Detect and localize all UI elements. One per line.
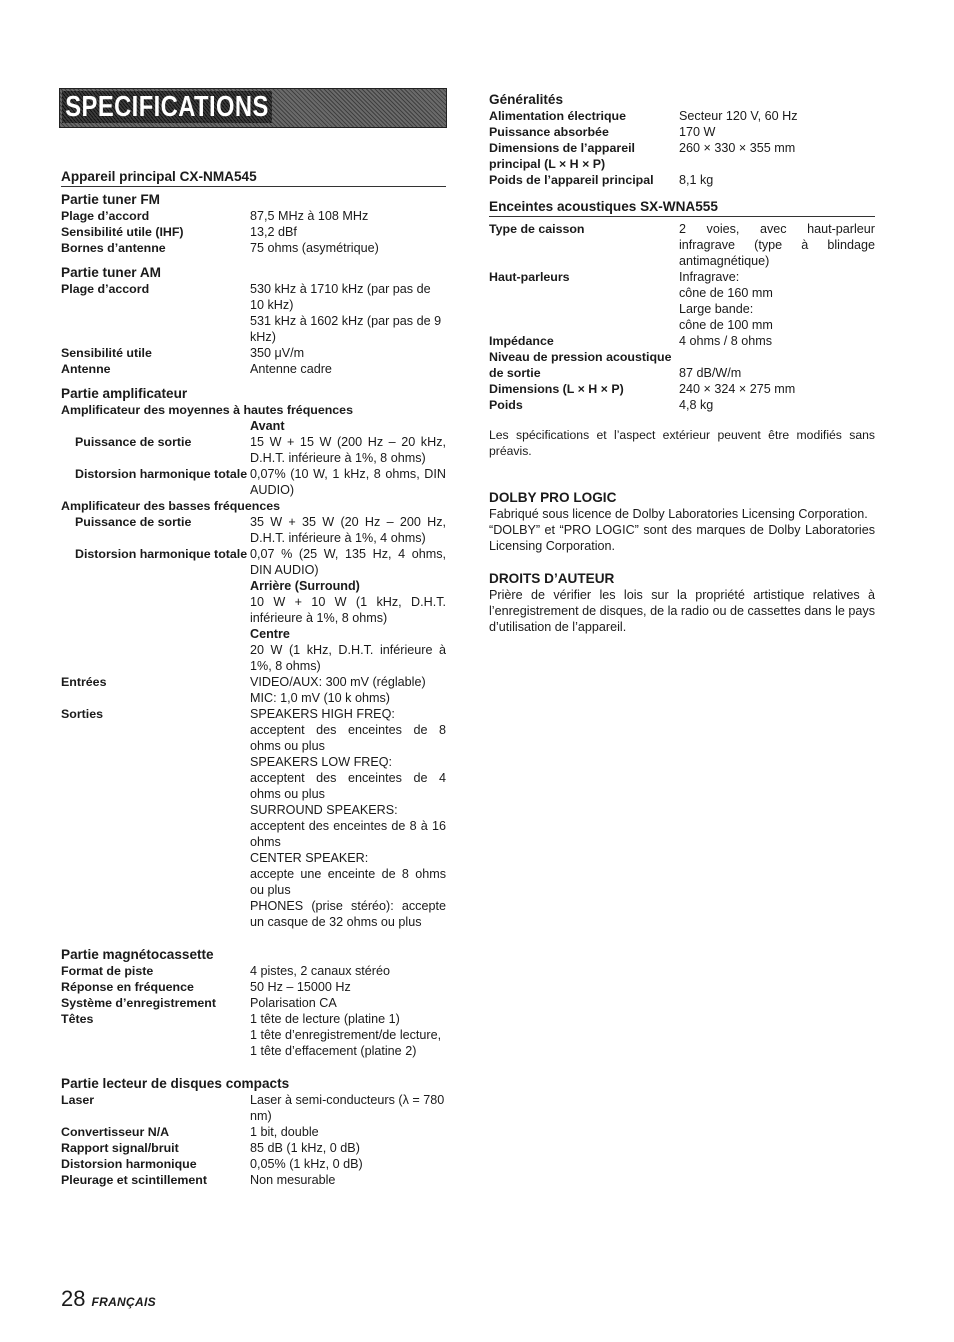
spec-row bbox=[489, 397, 875, 413]
spec-row bbox=[61, 434, 446, 466]
tape-spec-list bbox=[61, 963, 446, 1059]
spec-label: Sensibilité utile bbox=[61, 346, 152, 360]
spec-value: 0,07% (10 W, 1 kHz, 8 ohms, DIN AUDIO) bbox=[250, 467, 446, 497]
fm-tuner-title: Partie tuner FM bbox=[61, 192, 160, 207]
dolby-paragraph: “DOLBY” et “PRO LOGIC” sont des marques de Dolby Laboratories Licensing Corporation. bbox=[489, 523, 875, 553]
spec-value: CENTER SPEAKER: bbox=[250, 851, 369, 865]
spec-label: Plage d’accord bbox=[61, 282, 150, 296]
spec-value: 85 dB (1 kHz, 0 dB) bbox=[250, 1141, 360, 1155]
spec-value: Antenne cadre bbox=[250, 362, 332, 376]
spec-value: accepte une enceinte de 8 ohms ou plus bbox=[250, 867, 446, 897]
spec-row bbox=[489, 349, 875, 381]
spec-row bbox=[61, 1124, 446, 1140]
spec-label: Laser bbox=[61, 1093, 95, 1107]
spec-row bbox=[61, 224, 446, 240]
spec-row bbox=[61, 240, 446, 256]
spec-label: Convertisseur N/A bbox=[61, 1125, 170, 1139]
spec-value: acceptent des enceintes de 4 ohms ou plus bbox=[250, 771, 446, 801]
spec-label: Puissance de sortie bbox=[75, 435, 192, 449]
spec-value: 1 tête de lecture (platine 1) bbox=[250, 1012, 400, 1026]
spec-value: 240 × 324 × 275 mm bbox=[679, 382, 796, 396]
spec-label: Dimensions (L × H × P) bbox=[489, 382, 624, 396]
spec-row bbox=[61, 418, 446, 434]
spec-value: 15 W + 15 W (200 Hz – 20 kHz, D.H.T. inférieure à 1%, 8 ohms) bbox=[250, 435, 446, 465]
spec-row bbox=[61, 1172, 446, 1188]
general-spec-list bbox=[489, 108, 875, 188]
tape-deck-title: Partie magnétocassette bbox=[61, 947, 214, 962]
spec-label: Poids bbox=[489, 398, 523, 412]
copyright-title: DROITS D’AUTEUR bbox=[489, 571, 615, 586]
spec-row bbox=[61, 345, 446, 361]
spec-value: SPEAKERS HIGH FREQ: bbox=[250, 707, 395, 721]
spec-label: Réponse en fréquence bbox=[61, 980, 194, 994]
spec-label: Plage d’accord bbox=[61, 209, 150, 223]
spec-row bbox=[61, 546, 446, 578]
spec-value: 1 tête d’enregistrement/de lecture, bbox=[250, 1028, 442, 1042]
spec-value: cône de 160 mm bbox=[679, 286, 773, 300]
spec-row bbox=[61, 1156, 446, 1172]
spec-row bbox=[61, 578, 446, 674]
spec-value bbox=[679, 349, 875, 365]
spec-value: VIDEO/AUX: 300 mV (réglable) bbox=[250, 675, 426, 689]
spec-row bbox=[61, 1011, 446, 1059]
spec-row bbox=[489, 172, 875, 188]
spec-label: Format de piste bbox=[61, 964, 154, 978]
spec-row bbox=[61, 963, 446, 979]
spec-value: 2 voies, avec haut-parleur infragrave (type à blindage antimagnétique) bbox=[679, 222, 875, 268]
main-unit-title: Appareil principal CX-NMA545 bbox=[61, 168, 446, 187]
spec-value: Laser à semi-conducteurs (λ = 780 nm) bbox=[250, 1093, 445, 1123]
spec-value: Polarisation CA bbox=[250, 996, 337, 1010]
dolby-title: DOLBY PRO LOGIC bbox=[489, 490, 617, 505]
spec-row bbox=[61, 1140, 446, 1156]
spec-value: 4 ohms / 8 ohms bbox=[679, 334, 773, 348]
spec-label: Système d’enregistrement bbox=[61, 996, 216, 1010]
spec-value: acceptent des enceintes de 8 ohms ou plus bbox=[250, 723, 446, 753]
dolby-paragraph: Fabriqué sous licence de Dolby Laboratories Licensing Corporation. bbox=[489, 507, 868, 521]
spec-label: Impédance bbox=[489, 334, 554, 348]
spec-value: 1 tête d’effacement (platine 2) bbox=[250, 1044, 417, 1058]
spec-value: 87,5 MHz à 108 MHz bbox=[250, 209, 369, 223]
spec-label: Distorsion harmonique totale bbox=[75, 547, 248, 561]
center-value: 20 W (1 kHz, D.H.T. inférieure à 1%, 8 ohms) bbox=[250, 643, 446, 673]
spec-value: 0,07 % (25 W, 135 Hz, 4 ohms, DIN AUDIO) bbox=[250, 547, 446, 577]
amplifier-title: Partie amplificateur bbox=[61, 386, 188, 401]
spec-label: Type de caisson bbox=[489, 222, 585, 236]
spec-row bbox=[489, 333, 875, 349]
spec-label: Pleurage et scintillement bbox=[61, 1173, 207, 1187]
right-column bbox=[489, 0, 875, 635]
spec-value: cône de 100 mm bbox=[679, 318, 773, 332]
spec-row bbox=[489, 221, 875, 269]
spec-value: Infragrave: bbox=[679, 270, 740, 284]
spec-label: Niveau de pression acoustique de sortie bbox=[489, 350, 672, 380]
cd-spec-list bbox=[61, 1092, 446, 1188]
spec-row bbox=[61, 514, 446, 546]
specs-note: Les spécifications et l’aspect extérieur peuvent être modifiés sans préavis. bbox=[489, 428, 875, 458]
spec-label: Sorties bbox=[61, 707, 104, 721]
mid-high-amp-title: Amplificateur des moyennes à hautes fréquences bbox=[61, 403, 353, 417]
spec-label: Puissance de sortie bbox=[75, 515, 192, 529]
spec-value: Secteur 120 V, 60 Hz bbox=[679, 109, 798, 123]
spec-value: 50 Hz – 15000 Hz bbox=[250, 980, 351, 994]
speakers-spec-list bbox=[489, 221, 875, 413]
spec-row bbox=[61, 979, 446, 995]
spec-row bbox=[61, 208, 446, 224]
spec-value: 87 dB/W/m bbox=[679, 366, 742, 380]
fm-spec-list bbox=[61, 208, 446, 256]
am-spec-list bbox=[61, 281, 446, 377]
spec-row bbox=[489, 269, 875, 333]
page-footer bbox=[61, 1286, 156, 1312]
center-header: Centre bbox=[250, 627, 290, 641]
spec-value: 0,05% (1 kHz, 0 dB) bbox=[250, 1157, 363, 1171]
spec-value: 13,2 dBf bbox=[250, 225, 297, 239]
spec-row bbox=[61, 674, 446, 706]
spec-value: 260 × 330 × 355 mm bbox=[679, 141, 796, 155]
spec-label: Dimensions de l’appareil principal (L × H × P) bbox=[489, 141, 635, 171]
spec-row bbox=[489, 140, 875, 172]
banner-title: SPECIFICATIONS bbox=[62, 91, 272, 123]
spec-label: Distorsion harmonique totale bbox=[75, 467, 248, 481]
spec-label: Distorsion harmonique bbox=[61, 1157, 197, 1171]
left-column bbox=[61, 0, 446, 1188]
spec-row bbox=[489, 124, 875, 140]
spec-value: 531 kHz à 1602 kHz (par pas de 9 kHz) bbox=[250, 314, 442, 344]
spec-label: Antenne bbox=[61, 362, 111, 376]
spec-row bbox=[61, 995, 446, 1011]
spec-label: Alimentation électrique bbox=[489, 109, 627, 123]
speakers-title: Enceintes acoustiques SX-WNA555 bbox=[489, 198, 875, 217]
spec-row bbox=[489, 381, 875, 397]
spec-row bbox=[61, 1092, 446, 1124]
spec-label: Poids de l’appareil principal bbox=[489, 173, 654, 187]
spec-value: Large bande: bbox=[679, 302, 754, 316]
spec-row bbox=[61, 361, 446, 377]
rear-value: 10 W + 10 W (1 kHz, D.H.T. inférieure à 1%, 8 ohms) bbox=[250, 595, 446, 625]
spec-label: Entrées bbox=[61, 675, 107, 689]
spec-value: PHONES (prise stéréo): accepte un casque de 32 ohms ou plus bbox=[250, 899, 446, 929]
spec-value: 1 bit, double bbox=[250, 1125, 319, 1139]
spec-row bbox=[61, 466, 446, 498]
low-amp-title: Amplificateur des basses fréquences bbox=[61, 499, 280, 513]
spec-value: 4 pistes, 2 canaux stéréo bbox=[250, 964, 391, 978]
spec-value: 350 μV/m bbox=[250, 346, 305, 360]
spec-value: SURROUND SPEAKERS: bbox=[250, 803, 398, 817]
spec-value: 170 W bbox=[679, 125, 716, 139]
spec-value: 4,8 kg bbox=[679, 398, 714, 412]
spec-label: Têtes bbox=[61, 1012, 94, 1026]
general-title: Généralités bbox=[489, 92, 564, 107]
spec-row bbox=[61, 706, 446, 930]
front-header: Avant bbox=[250, 419, 285, 433]
spec-row bbox=[61, 281, 446, 345]
spec-row bbox=[489, 108, 875, 124]
spec-value: SPEAKERS LOW FREQ: bbox=[250, 755, 393, 769]
copyright-paragraph: Prière de vérifier les lois sur la propriété artistique relatives à l’enregistrement de disques, de la radio ou de cassettes dans le pays d’utilisation de l’appareil. bbox=[489, 588, 875, 634]
spec-label: Bornes d’antenne bbox=[61, 241, 166, 255]
rear-header: Arrière (Surround) bbox=[250, 579, 360, 593]
am-tuner-title: Partie tuner AM bbox=[61, 265, 161, 280]
spec-value: 530 kHz à 1710 kHz (par pas de 10 kHz) bbox=[250, 282, 431, 312]
spec-value: Non mesurable bbox=[250, 1173, 336, 1187]
spec-value: 35 W + 35 W (20 Hz – 200 Hz, D.H.T. inférieure à 1%, 4 ohms) bbox=[250, 515, 446, 545]
page-language: FRANÇAIS bbox=[91, 1295, 156, 1309]
page-number: 28 bbox=[61, 1286, 86, 1311]
spec-value: MIC: 1,0 mV (10 k ohms) bbox=[250, 691, 390, 705]
spec-value: 8,1 kg bbox=[679, 173, 714, 187]
spec-label: Sensibilité utile (IHF) bbox=[61, 225, 184, 239]
spec-label: Puissance absorbée bbox=[489, 125, 609, 139]
spec-value: acceptent des enceintes de 8 à 16 ohms bbox=[250, 819, 446, 849]
spec-label: Haut-parleurs bbox=[489, 270, 570, 284]
cd-player-title: Partie lecteur de disques compacts bbox=[61, 1076, 290, 1091]
spec-value: 75 ohms (asymétrique) bbox=[250, 241, 379, 255]
spec-label: Rapport signal/bruit bbox=[61, 1141, 179, 1155]
